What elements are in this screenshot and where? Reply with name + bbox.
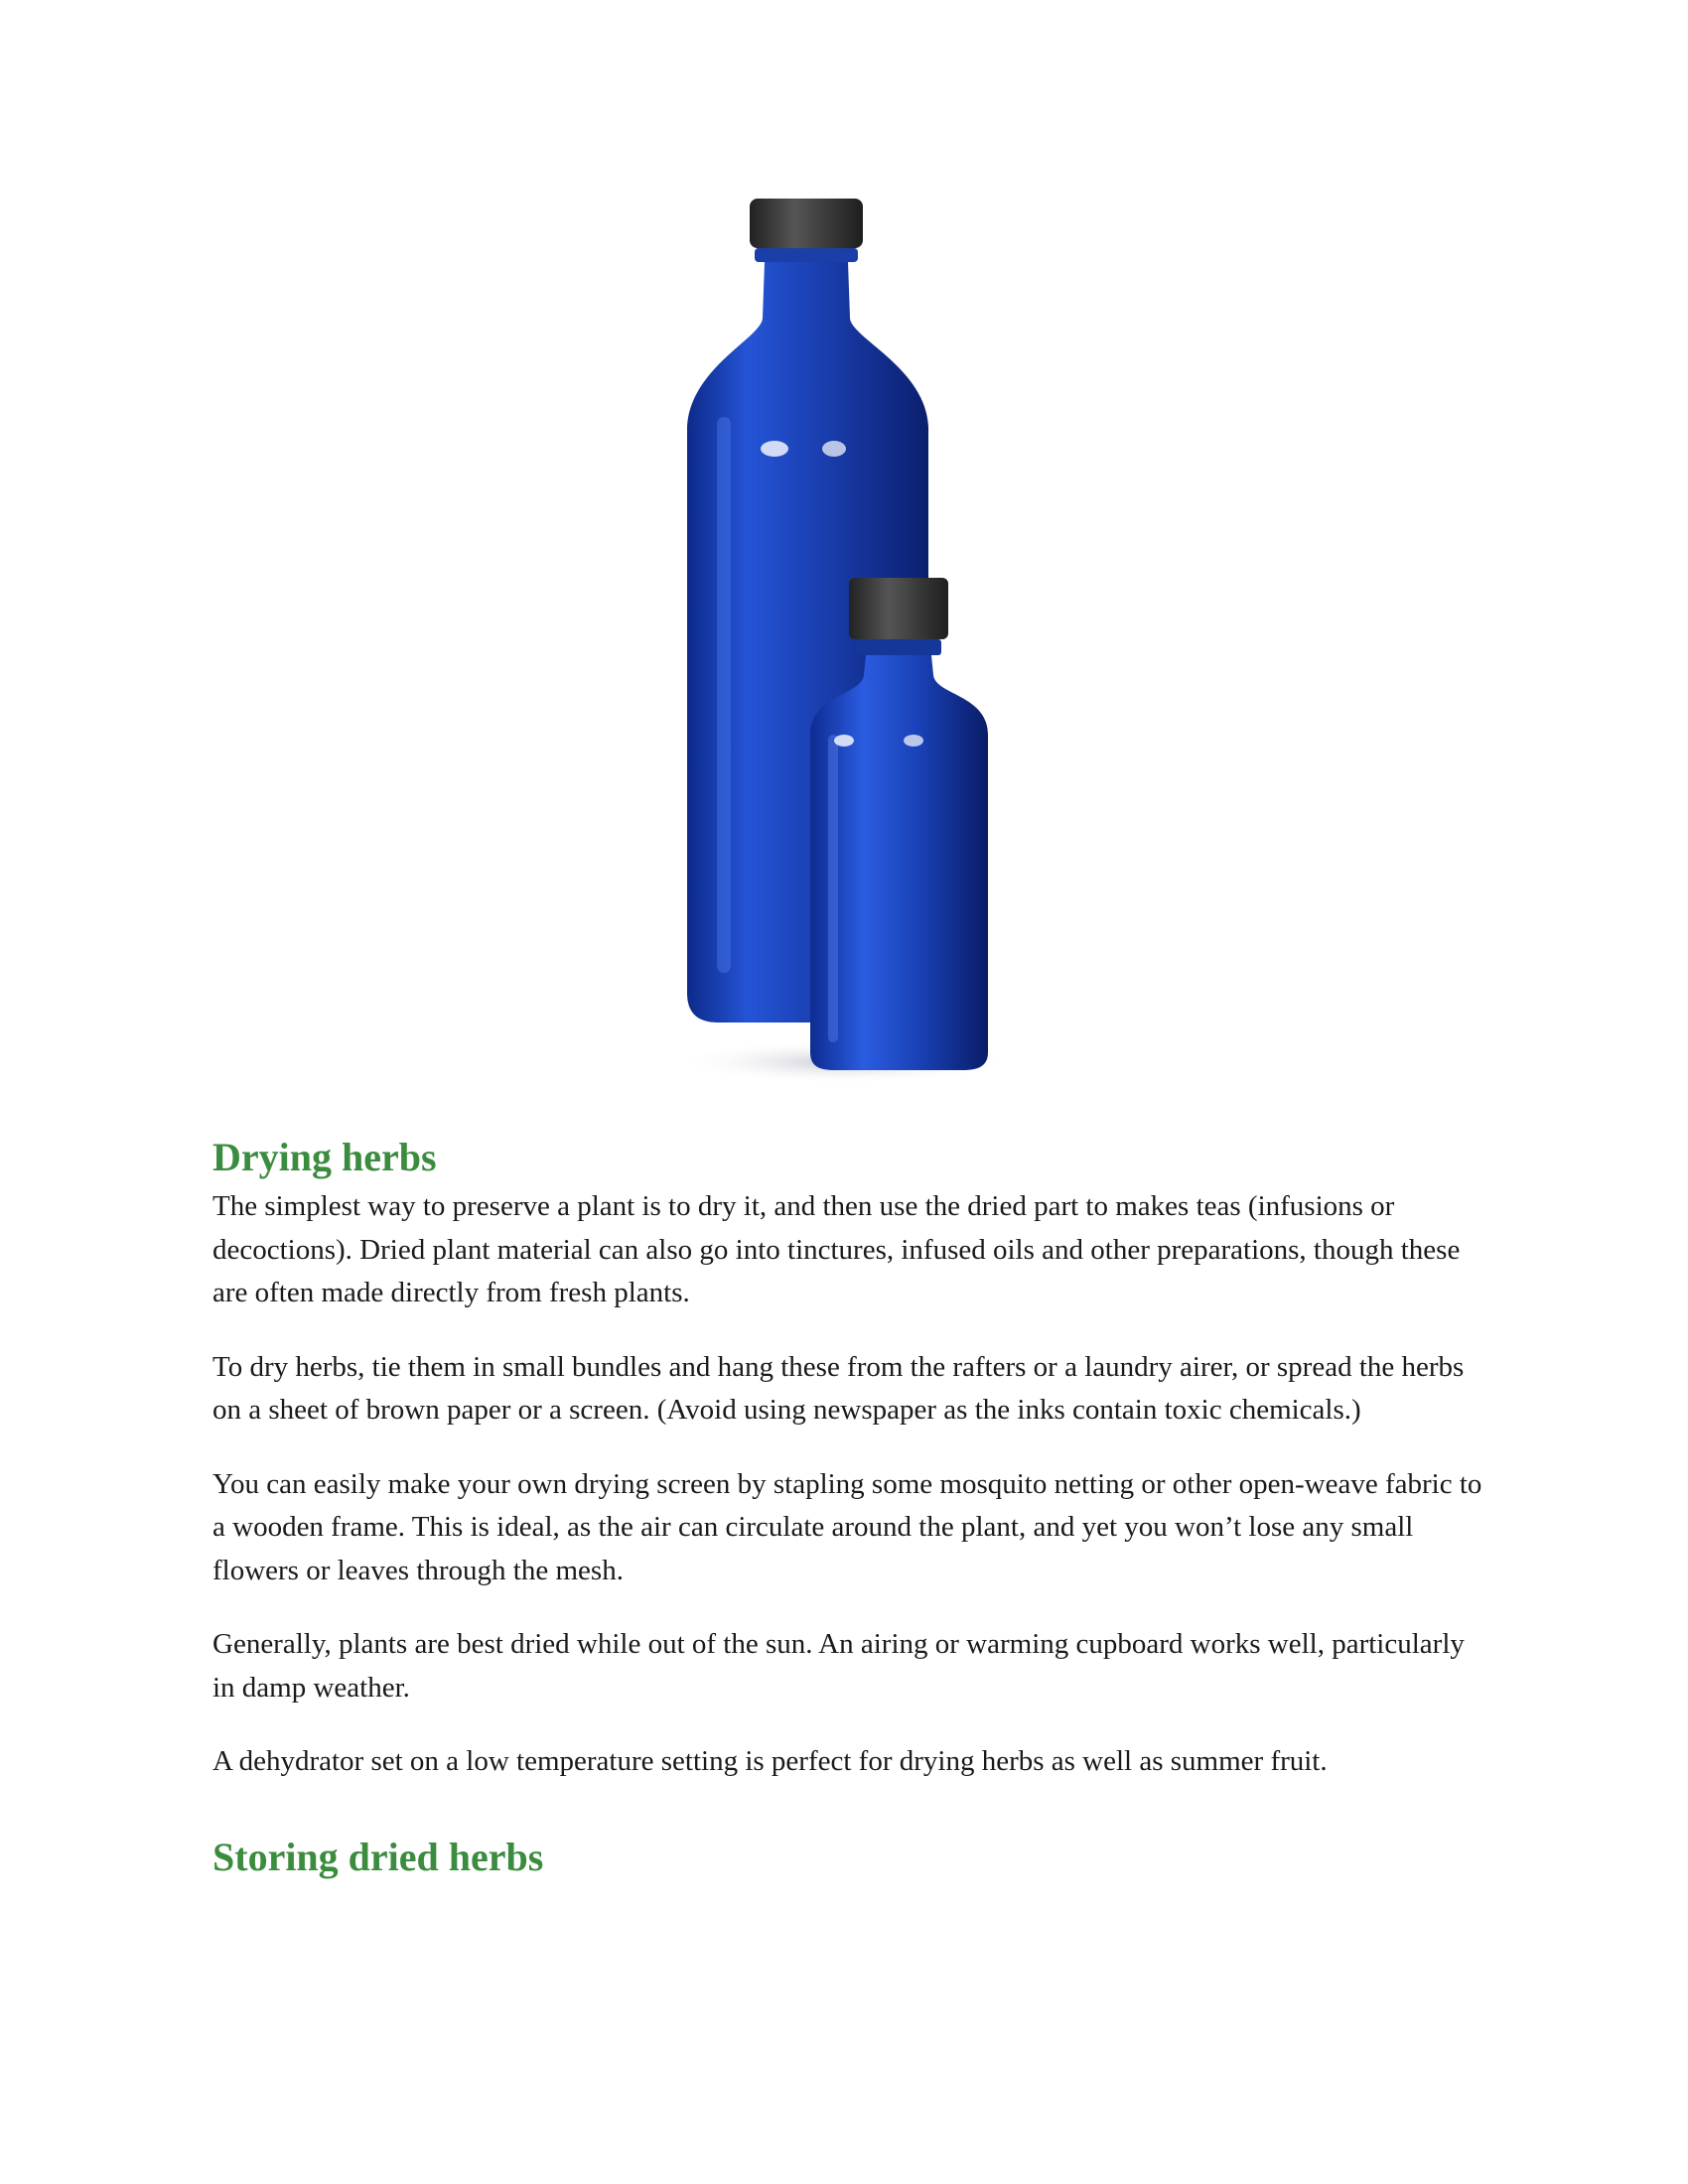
paragraph-2: To dry herbs, tie them in small bundles and hang these from the rafters or a laundry airer, or spread the herbs on a sheet of brown paper or a screen. (Avoid using newspaper as the inks contain toxic chemicals.): [212, 1350, 1465, 1426]
paragraph-5: A dehydrator set on a low temperature setting is perfect for drying herbs as well as summer fruit.: [212, 1745, 1328, 1777]
paragraph-1: The simplest way to preserve a plant is to dry it, and then use the dried part to makes teas (infusions or decoctions). Dried plant material can also go into tinctures, infused oils and other preparations, though these are often made directly from fresh plants.: [212, 1190, 1461, 1308]
paragraph-4: Generally, plants are best dried while out of the sun. An airing or warming cupboard works well, particularly in damp weather.: [212, 1628, 1465, 1704]
paragraph-3: You can easily make your own drying screen by stapling some mosquito netting or other open-weave fabric to a wooden frame. This is ideal, as the air can circulate around the plant, and yet you won’t lose any small flowers or leaves through the mesh.: [212, 1467, 1482, 1586]
section-heading-drying-herbs: Drying herbs: [212, 1135, 437, 1179]
article-content: [212, 1130, 1483, 1885]
blue-bottles-image: [645, 179, 1043, 1092]
section-heading-storing-dried-herbs: Storing dried herbs: [212, 1834, 544, 1879]
